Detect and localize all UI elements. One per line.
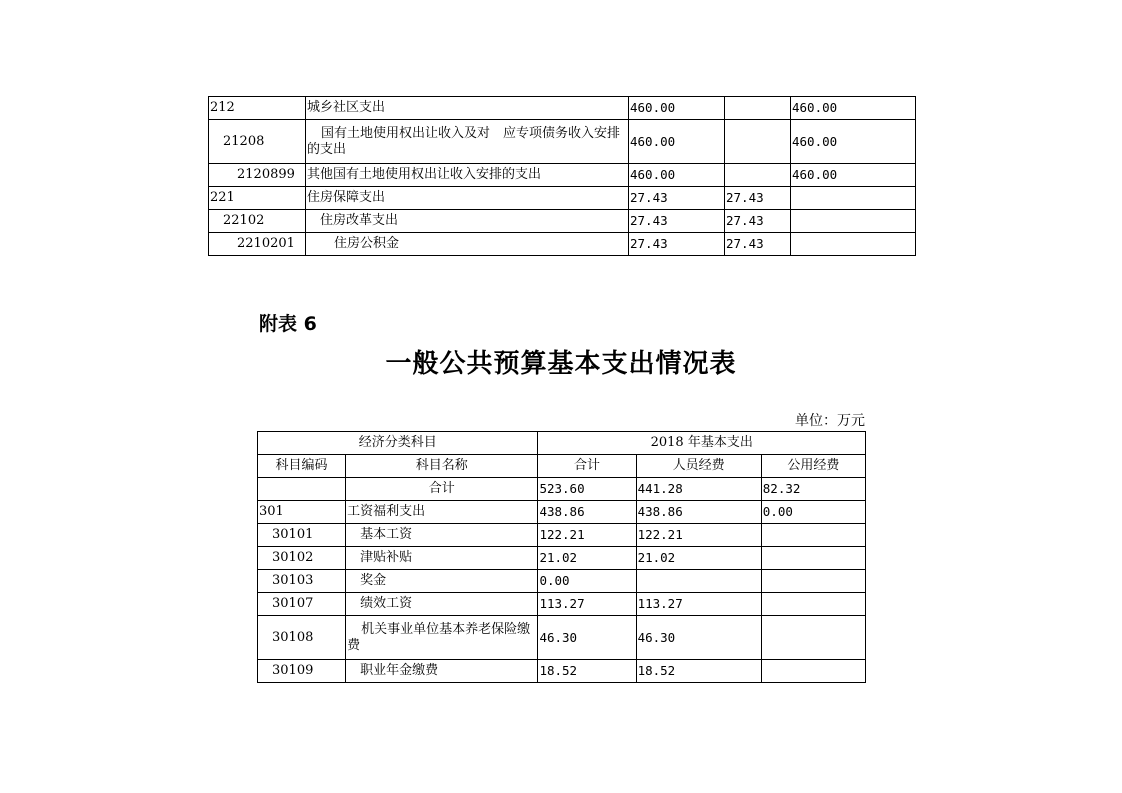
table-row xyxy=(258,547,866,570)
total-value: 27.43 xyxy=(629,233,725,256)
table-row xyxy=(209,97,916,120)
total-value: 0.00 xyxy=(538,570,636,593)
public-value xyxy=(791,233,916,256)
total-value: 460.00 xyxy=(629,97,725,120)
subject-name: 工资福利支出 xyxy=(346,501,538,524)
total-value: 438.86 xyxy=(538,501,636,524)
subject-code: 30109 xyxy=(258,660,346,683)
header-row xyxy=(258,432,866,455)
table-row xyxy=(258,501,866,524)
table-row xyxy=(209,187,916,210)
header-public: 公用经费 xyxy=(761,455,865,478)
total-value: 27.43 xyxy=(629,210,725,233)
personnel-value: 27.43 xyxy=(725,187,791,210)
subject-name: 职业年金缴费 xyxy=(346,660,538,683)
expenditure-table-continued xyxy=(208,96,916,256)
personnel-value xyxy=(725,97,791,120)
total-value: 46.30 xyxy=(538,616,636,660)
subject-name: 住房保障支出 xyxy=(306,187,629,210)
subject-code: 30102 xyxy=(258,547,346,570)
public-value: 460.00 xyxy=(791,97,916,120)
total-value: 122.21 xyxy=(538,524,636,547)
header-row xyxy=(258,455,866,478)
subject-code xyxy=(258,478,346,501)
table-row xyxy=(258,524,866,547)
public-value xyxy=(761,660,865,683)
header-personnel: 人员经费 xyxy=(636,455,761,478)
public-value xyxy=(761,616,865,660)
total-value: 21.02 xyxy=(538,547,636,570)
header-basic-expenditure: 2018 年基本支出 xyxy=(538,432,866,455)
header-total: 合计 xyxy=(538,455,636,478)
subject-code: 30101 xyxy=(258,524,346,547)
subject-name: 奖金 xyxy=(346,570,538,593)
public-value xyxy=(791,210,916,233)
public-value xyxy=(791,187,916,210)
subject-code: 2210201 xyxy=(209,233,306,256)
header-economic-classification: 经济分类科目 xyxy=(258,432,538,455)
personnel-value xyxy=(725,164,791,187)
page-title: 一般公共预算基本支出情况表 xyxy=(385,349,737,379)
public-value: 460.00 xyxy=(791,164,916,187)
personnel-value: 27.43 xyxy=(725,233,791,256)
total-value: 113.27 xyxy=(538,593,636,616)
header-subject-name: 科目名称 xyxy=(346,455,538,478)
total-value: 18.52 xyxy=(538,660,636,683)
subject-name: 绩效工资 xyxy=(346,593,538,616)
header-subject-code: 科目编码 xyxy=(258,455,346,478)
public-value xyxy=(761,570,865,593)
subject-code: 212 xyxy=(209,97,306,120)
table-row xyxy=(209,233,916,256)
personnel-value: 46.30 xyxy=(636,616,761,660)
total-value: 460.00 xyxy=(629,164,725,187)
table-row xyxy=(209,164,916,187)
table-row xyxy=(258,570,866,593)
table-row xyxy=(258,593,866,616)
personnel-value: 113.27 xyxy=(636,593,761,616)
personnel-value xyxy=(636,570,761,593)
personnel-value: 18.52 xyxy=(636,660,761,683)
subject-code: 21208 xyxy=(209,120,306,164)
subject-name: 国有土地使用权出让收入及对 应专项债务收入安排的支出 xyxy=(306,120,629,164)
subject-name: 住房公积金 xyxy=(306,233,629,256)
subject-code: 221 xyxy=(209,187,306,210)
total-value: 27.43 xyxy=(629,187,725,210)
table-row xyxy=(258,616,866,660)
table-row xyxy=(209,120,916,164)
subject-code: 30107 xyxy=(258,593,346,616)
subject-name: 城乡社区支出 xyxy=(306,97,629,120)
public-value: 82.32 xyxy=(761,478,865,501)
subject-code: 30103 xyxy=(258,570,346,593)
subject-name: 合计 xyxy=(346,478,538,501)
personnel-value: 122.21 xyxy=(636,524,761,547)
attachment-label: 附表 6 xyxy=(259,313,317,335)
subject-name: 机关事业单位基本养老保险缴费 xyxy=(346,616,538,660)
table-row xyxy=(209,210,916,233)
public-value: 0.00 xyxy=(761,501,865,524)
public-value xyxy=(761,524,865,547)
subject-name: 津贴补贴 xyxy=(346,547,538,570)
basic-expenditure-table xyxy=(257,431,866,683)
subject-name: 其他国有土地使用权出让收入安排的支出 xyxy=(306,164,629,187)
public-value xyxy=(761,593,865,616)
personnel-value: 438.86 xyxy=(636,501,761,524)
personnel-value: 21.02 xyxy=(636,547,761,570)
personnel-value: 441.28 xyxy=(636,478,761,501)
subject-code: 2120899 xyxy=(209,164,306,187)
total-value: 523.60 xyxy=(538,478,636,501)
subject-name: 住房改革支出 xyxy=(306,210,629,233)
subject-name: 基本工资 xyxy=(346,524,538,547)
subject-code: 22102 xyxy=(209,210,306,233)
table-row xyxy=(258,478,866,501)
subject-code: 30108 xyxy=(258,616,346,660)
public-value xyxy=(761,547,865,570)
unit-label: 单位：万元 xyxy=(795,413,865,429)
personnel-value: 27.43 xyxy=(725,210,791,233)
public-value: 460.00 xyxy=(791,120,916,164)
subject-code: 301 xyxy=(258,501,346,524)
table-row xyxy=(258,660,866,683)
personnel-value xyxy=(725,120,791,164)
total-value: 460.00 xyxy=(629,120,725,164)
